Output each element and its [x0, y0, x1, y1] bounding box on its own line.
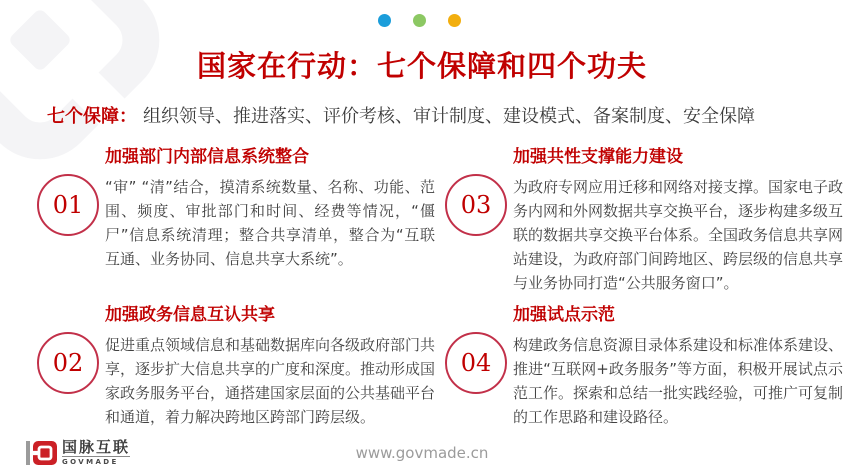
site-url: www.govmade.cn — [355, 444, 489, 462]
section-02-body: 促进重点领域信息和基础数据库向各级政府部门共享，逐步扩大信息共享的广度和深度。推动形成国家政务服务平台，通搭建国家层面的公共基础平台和通道，着力解决跨地区跨部门跨层级。 — [105, 336, 436, 427]
subtitle-label: 七个保障： — [47, 106, 137, 127]
govmade-footer-logo — [26, 439, 130, 466]
section-01 — [37, 146, 435, 271]
section-01-body: “审” “清”结合，摸清系统数量、名称、功能、范围、频度、审批部门和时间、经费等情况，“僵尸”信息系统清理；整合共享清单，整合为“互联互通、业务协同、信息共享大系统”。 — [105, 178, 435, 269]
logo-bar — [26, 441, 30, 465]
section-04-number-badge: 04 — [445, 332, 507, 394]
section-02-heading: 加强政务信息互认共享 — [105, 305, 275, 325]
section-01-number-badge: 01 — [37, 174, 99, 236]
logo-text — [62, 439, 130, 466]
header-dots — [378, 14, 461, 27]
section-03-body: 为政府专网应用迁移和网络对接支撑。国家电子政务内网和外网数据共享交换平台，逐步构建多级互联的数据共享交换平台体系。全国政务信息共享网站建设，为政府部门间跨地区、跨层级的信息共享与业务协同打造“公共服务窗口”。 — [513, 178, 844, 293]
section-02 — [37, 304, 435, 429]
subtitle-line — [47, 102, 755, 128]
subtitle-text: 组织领导、推进落实、评价考核、审计制度、建设模式、备案制度、安全保障 — [143, 106, 755, 127]
section-04-body: 构建政务信息资源目录体系建设和标准体系建设、推进“互联网+政务服务”等方面，积极开展试点示范工作。探索和总结一批实践经验，可推广可复制的工作思路和建设路径。 — [513, 336, 844, 427]
logo-name-cn: 国脉互联 — [62, 438, 131, 456]
section-04 — [445, 304, 843, 429]
section-02-number-badge: 02 — [37, 332, 99, 394]
govmade-logo-icon — [33, 441, 57, 465]
slide-title: 国家在行动：七个保障和四个功夫 — [196, 49, 647, 83]
blue-dot-icon — [378, 14, 391, 27]
section-04-heading: 加强试点示范 — [513, 305, 615, 325]
yellow-dot-icon — [448, 14, 461, 27]
section-03-number-badge: 03 — [445, 174, 507, 236]
section-03 — [445, 146, 843, 295]
section-01-heading: 加强部门内部信息系统整合 — [105, 147, 309, 167]
logo-name-en: GOVMADE — [62, 456, 130, 466]
green-dot-icon — [413, 14, 426, 27]
section-03-heading: 加强共性支撑能力建设 — [513, 147, 683, 167]
